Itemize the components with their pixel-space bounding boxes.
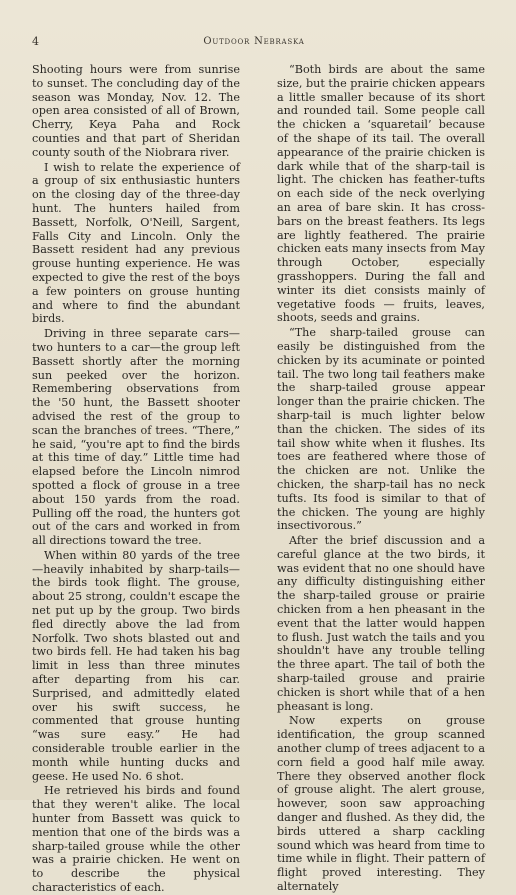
right-text-column xyxy=(277,63,485,894)
paragraph: He retrieved his birds and found that they weren't alike. The local hunter from Bassett was quick to mention that one of the birds was a sharp-tailed grouse while the other was a prairie chicken. He went on to describe the physical characteristics of each. xyxy=(32,784,240,895)
paragraph: “Both birds are about the same size, but the prairie chicken appears a little smaller because of its short and rounded tail. Some people call the chicken a ‘squaretail’ because of the shape of its tail. The overall appearance of the prairie chicken is dark while that of the sharp-tail is light. The chicken has feather-tufts on each side of the neck overlying an area of bare skin. It has cross-bars on the breast feathers. Its legs are lightly feathered. The prairie chicken eats many insects from May through October, especially grasshoppers. During the fall and winter its diet consists mainly of vegetative foods — fruits, leaves, shoots, seeds and grains. xyxy=(277,63,485,325)
paragraph: Driving in three separate cars—two hunters to a car—the group left Bassett shortly after the morning sun peeked over the horizon. Remembering observations from the '50 hunt, the Bassett shooter advised the rest of the group to scan the branches of trees. “There,” he said, “you're apt to find the birds at this time of day.” Little time had elapsed before the Lincoln nimrod spotted a flock of grouse in a tree about 150 yards from the road. Pulling off the road, the hunters got out of the cars and worked in from all directions toward the tree. xyxy=(32,327,240,548)
paragraph: Now experts on grouse identification, the group scanned another clump of trees adjacent to a corn field a good half mile away. There they observed another flock of grouse alight. The alert grouse, however, soon saw approaching danger and flushed. As they did, the birds uttered a sharp cackling sound which was heard from time to time while in flight. Their pattern of flight proved interesting. They alternately xyxy=(277,714,485,894)
left-text-column xyxy=(32,63,240,895)
paragraph: After the brief discussion and a careful glance at the two birds, it was evident that no one should have any difficulty distinguishing either the sharp-tailed grouse or prairie chicken from a hen pheasant in the event that the latter would happen to flush. Just watch the tails and you shouldn't have any trouble telling the three apart. The tail of both the sharp-tailed grouse and prairie chicken is short while that of a hen pheasant is long. xyxy=(277,534,485,713)
page-number: 4 xyxy=(32,35,39,48)
paragraph: “The sharp-tailed grouse can easily be distinguished from the chicken by its acuminate or pointed tail. The two long tail feathers make the sharp-tailed grouse appear longer than the prairie chicken. The sharp-tail is much lighter below than the chicken. The sides of its tail show white when it flushes. Its toes are feathered where those of the chicken are not. Unlike the chicken, the sharp-tail has no neck tufts. Its food is similar to that of the chicken. The young are highly insectivorous.” xyxy=(277,326,485,533)
paragraph: Shooting hours were from sunrise to sunset. The concluding day of the season was Monday, Nov. 12. The open area consisted of all of Brown, Cherry, Keya Paha and Rock counties and that part of Sheridan county south of the Niobrara river. xyxy=(32,63,240,159)
publication-title: Outdoor Nebraska xyxy=(203,36,305,47)
page-header xyxy=(32,35,476,53)
paragraph: When within 80 yards of the tree—heavily inhabited by sharp-tails—the birds took flight. The grouse, about 25 strong, couldn't escape the net put up by the group. Two birds fled directly above the lad from Norfolk. Two shots blasted out and two birds fell. He had taken his bag limit in less than three minutes after departing from his car. Surprised, and admittedly elated over his swift success, he commented that grouse hunting “was sure easy.” He had considerable trouble earlier in the month while hunting ducks and geese. He used No. 6 shot. xyxy=(32,548,240,783)
paragraph: I wish to relate the experience of a group of six enthusiastic hunters on the closing day of the three-day hunt. The hunters hailed from Bassett, Norfolk, O'Neill, Sargent, Falls City and Lincoln. Only the Bassett resident had any previous grouse hunting experience. He was expected to give the rest of the boys a few pointers on grouse hunting and where to find the abundant birds. xyxy=(32,160,240,326)
